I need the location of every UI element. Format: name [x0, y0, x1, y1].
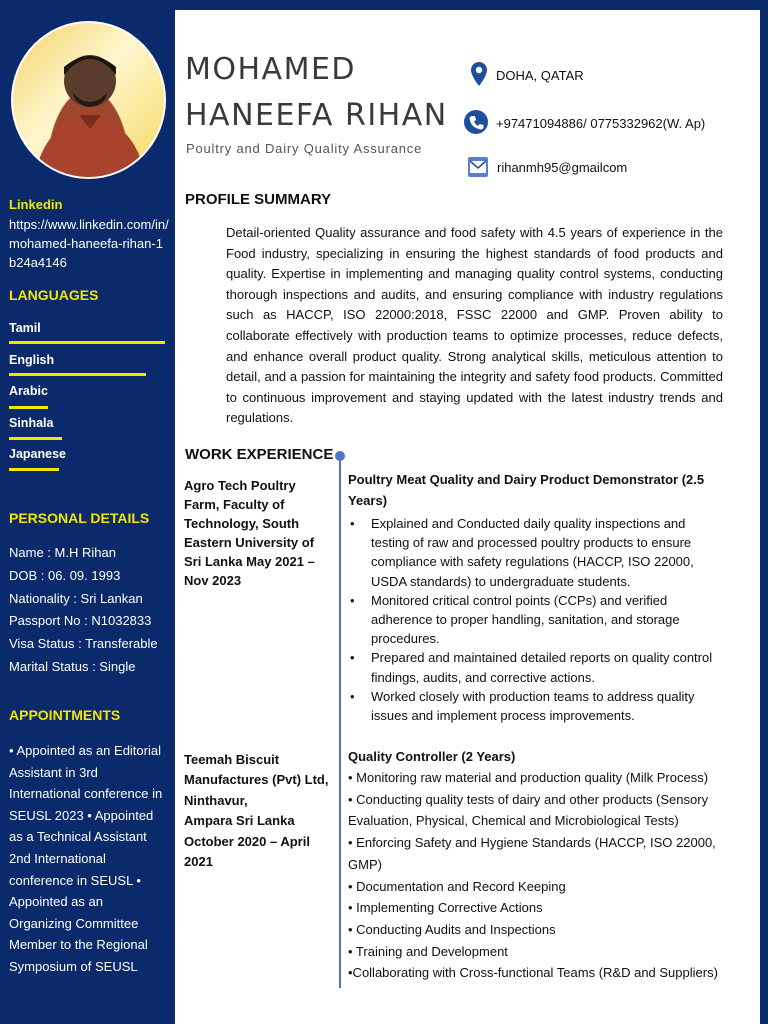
job-title: Poultry Meat Quality and Dairy Product Demonstrator (2.5 Years) [348, 472, 705, 508]
language-level-bar [9, 406, 48, 409]
list-item: • Implementing Corrective Actions [348, 900, 543, 916]
personal-detail: Marital Status : Single [9, 659, 136, 674]
email-icon [468, 157, 488, 177]
linkedin-heading: Linkedin [9, 197, 63, 212]
email-text[interactable]: rihanmh95@gmailcom [497, 160, 628, 175]
language-level-bar [9, 437, 62, 440]
job-bullets [348, 767, 748, 984]
language-level-bar [9, 341, 165, 344]
list-item: • Explained and Conducted daily quality inspections and testing of raw and processed poultry products to ensure compliance with safety regulations (HACCP, ISO 22000, USDA standards) to undergraduate students. [348, 514, 723, 591]
list-item: • Training and Development [348, 943, 508, 959]
name-first: MOHAMED [185, 52, 357, 87]
personal-detail: Nationality : Sri Lankan [9, 591, 143, 606]
personal-detail: DOB : 06. 09. 1993 [9, 568, 121, 583]
timeline-line [339, 456, 341, 988]
language-item: English [9, 353, 55, 367]
profile-summary-heading: PROFILE SUMMARY [185, 191, 332, 208]
appointments-text: • Appointed as an Editorial Assistant in 3rd International conference in SEUSL 2023 • Appointed as a Technical Assistant 2nd International conference in SEUSL • Appointed as an Organizing Committee Member to the Regional Symposium of SEUSL [9, 743, 163, 974]
timeline-dot [335, 451, 345, 461]
employer-line: October 2020 – April [184, 833, 310, 849]
name-last: HANEEFA RIHAN [185, 98, 448, 133]
list-item: • Conducting quality tests of dairy and other products (Sensory [348, 791, 709, 807]
list-item: GMP) [348, 856, 382, 872]
profile-summary-text: Detail-oriented Quality assurance and food safety with 4.5 years of experience in the Food industry, specializing in ensuring the highest standards of food products and quality. Expertise in implementing and managing quality control systems, conducting thorough inspections and audits, and ensuring compliance with industry regulations such as HACCP, ISO 22000:2018, FSSC 22000 and GMP. Proven ability to collaborate effectively with production teams to optimize processes, reduce defects, and enhance overall product quality. Strong analytical skills, meticulous attention to detail, and a passion for maintaining the integrity and safety food products. Committed to continuous improvement and staying updated with the latest industry trends and regulations. [226, 225, 723, 426]
job-title: Quality Controller (2 Years) [348, 749, 516, 764]
profile-photo [11, 21, 166, 179]
languages-heading: LANGUAGES [9, 287, 99, 303]
location-text: DOHA, QATAR [496, 68, 584, 83]
personal-detail: Name : M.H Rihan [9, 545, 116, 560]
language-item: Tamil [9, 321, 41, 335]
employer-line: Teemah Biscuit [184, 752, 280, 767]
list-item: • Conducting Audits and Inspections [348, 921, 556, 937]
job-employer: Agro Tech Poultry Farm, Faculty of Technology, South Eastern University of Sri Lanka May 2021 – Nov 2023 [184, 478, 315, 588]
language-item: Arabic [9, 384, 48, 398]
list-item: Evaluation, Physical, Chemical and Microbiological Tests) [348, 813, 679, 829]
list-item: • Monitored critical control points (CCPs) and verified adherence to proper handling, sanitation, and storage procedures. [348, 591, 723, 649]
main-panel [175, 10, 760, 1024]
personal-detail: Visa Status : Transferable [9, 636, 158, 651]
employer-line: 2021 [184, 854, 213, 870]
list-item: •Collaborating with Cross-functional Teams (R&D and Suppliers) [348, 965, 718, 981]
list-item: • Worked closely with production teams to address quality issues and implement process improvements. [348, 687, 723, 725]
employer-line: Ampara Sri Lanka [184, 813, 295, 829]
sidebar [0, 0, 172, 1024]
personal-detail: Passport No : N1032833 [9, 613, 152, 628]
language-item: Japanese [9, 447, 66, 461]
list-item: • Monitoring raw material and production quality (Milk Process) [348, 770, 709, 785]
appointments-heading: APPOINTMENTS [9, 707, 121, 723]
list-item: • Prepared and maintained detailed reports on quality control findings, audits, and corrective actions. [348, 648, 723, 686]
job-bullets [348, 514, 723, 725]
linkedin-url[interactable]: https://www.linkedin.com/in/mohamed-haneefa-rihan-1b24a4146 [9, 217, 169, 270]
list-item: • Enforcing Safety and Hygiene Standards (HACCP, ISO 22000, [348, 835, 716, 851]
list-item: • Documentation and Record Keeping [348, 878, 566, 894]
phone-text[interactable]: +97471094886/ 0775332962(W. Ap) [496, 116, 706, 131]
work-experience-heading: WORK EXPERIENCE [185, 446, 334, 463]
job-subtitle: Poultry and Dairy Quality Assurance [186, 141, 423, 156]
phone-icon [464, 110, 488, 134]
language-level-bar [9, 373, 146, 376]
language-level-bar [9, 468, 59, 471]
job-employer [184, 750, 339, 872]
language-item: Sinhala [9, 416, 54, 430]
employer-line: Ninthavur, [184, 792, 248, 808]
location-pin-icon [471, 62, 487, 86]
personal-details-heading: PERSONAL DETAILS [9, 510, 150, 526]
employer-line: Manufactures (Pvt) Ltd, [184, 772, 329, 788]
